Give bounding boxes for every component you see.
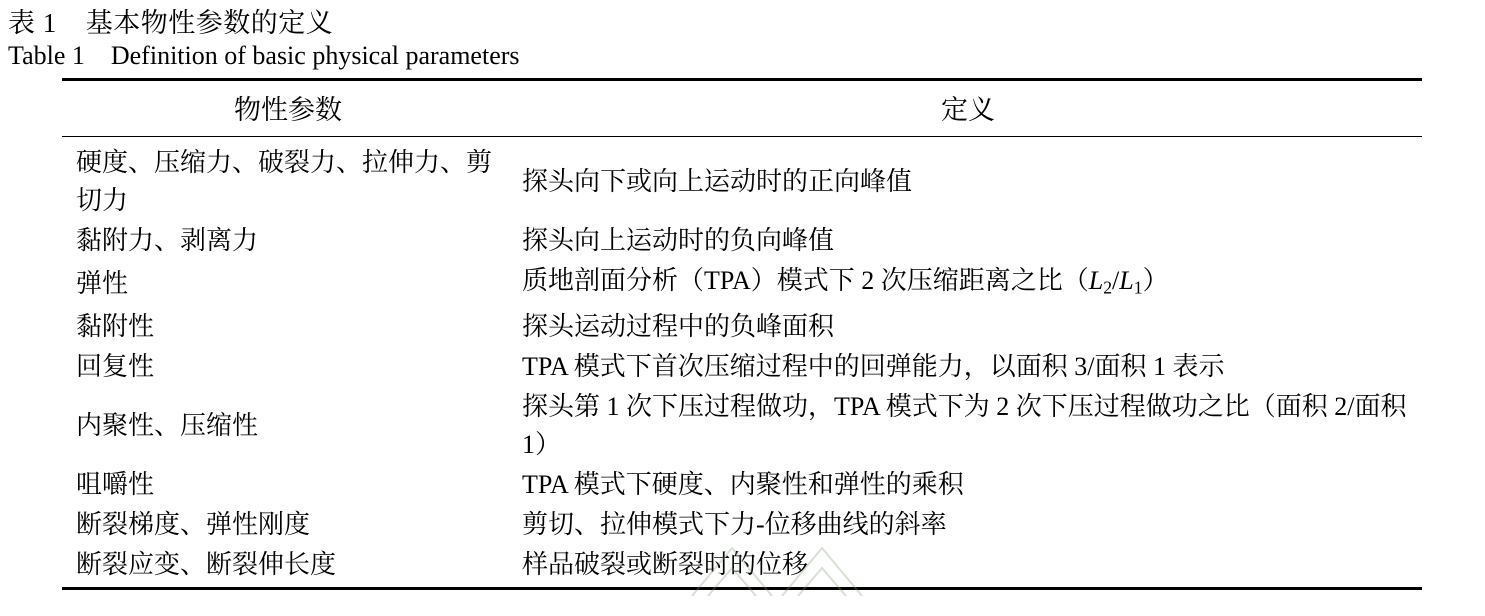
cell-parameter: 断裂梯度、弹性刚度 — [76, 510, 311, 540]
table-header-row — [62, 80, 1422, 137]
cell-definition: 探头第 1 次下压过程做功，TPA 模式下为 2 次下压过程做功之比（面积 2/面积 1） — [522, 392, 1407, 460]
cell-parameter: 黏附力、剥离力 — [76, 226, 259, 255]
column-header-parameter: 物性参数 — [62, 80, 514, 137]
table-caption-english: Table 1 Definition of basic physical parameters — [8, 41, 520, 70]
table-row — [62, 465, 1422, 505]
column-header-definition: 定义 — [514, 80, 1422, 137]
table-row — [62, 307, 1422, 347]
table-body — [62, 137, 1422, 589]
table-row — [62, 261, 1422, 307]
table-caption-chinese: 表 1 基本物性参数的定义 — [8, 8, 334, 38]
cell-definition: 探头向上运动时的负向峰值 — [522, 226, 835, 255]
table-row — [62, 347, 1422, 387]
table-header — [62, 80, 1422, 137]
cell-parameter: 回复性 — [76, 352, 155, 382]
cell-parameter: 断裂应变、断裂伸长度 — [76, 550, 337, 580]
cell-definition: 剪切、拉伸模式下力-位移曲线的斜率 — [522, 510, 947, 540]
cell-parameter: 硬度、压缩力、破裂力、拉伸力、剪切力 — [76, 148, 493, 215]
table-row — [62, 137, 1422, 222]
cell-parameter: 咀嚼性 — [76, 470, 155, 500]
cell-definition: 探头运动过程中的负峰面积 — [522, 312, 835, 342]
table-container — [62, 78, 1425, 590]
cell-parameter: 内聚性、压缩性 — [76, 411, 259, 441]
cell-definition: 样品破裂或断裂时的位移 — [522, 550, 809, 580]
cell-definition: 质地剖面分析（TPA）模式下 2 次压缩距离之比$(L_2/L_1)$ — [522, 266, 1169, 298]
cell-definition: TPA 模式下硬度、内聚性和弹性的乘积 — [522, 470, 964, 500]
parameters-table — [62, 78, 1422, 590]
cell-parameter: 弹性 — [76, 269, 129, 299]
cell-parameter: 黏附性 — [76, 312, 155, 342]
table-row — [62, 505, 1422, 545]
cell-definition: 探头向下或向上运动时的正向峰值 — [522, 167, 913, 196]
table-row — [62, 221, 1422, 261]
table-row — [62, 545, 1422, 589]
table-row — [62, 387, 1422, 465]
cell-definition: TPA 模式下首次压缩过程中的回弹能力，以面积 3/面积 1 表示 — [522, 352, 1225, 382]
